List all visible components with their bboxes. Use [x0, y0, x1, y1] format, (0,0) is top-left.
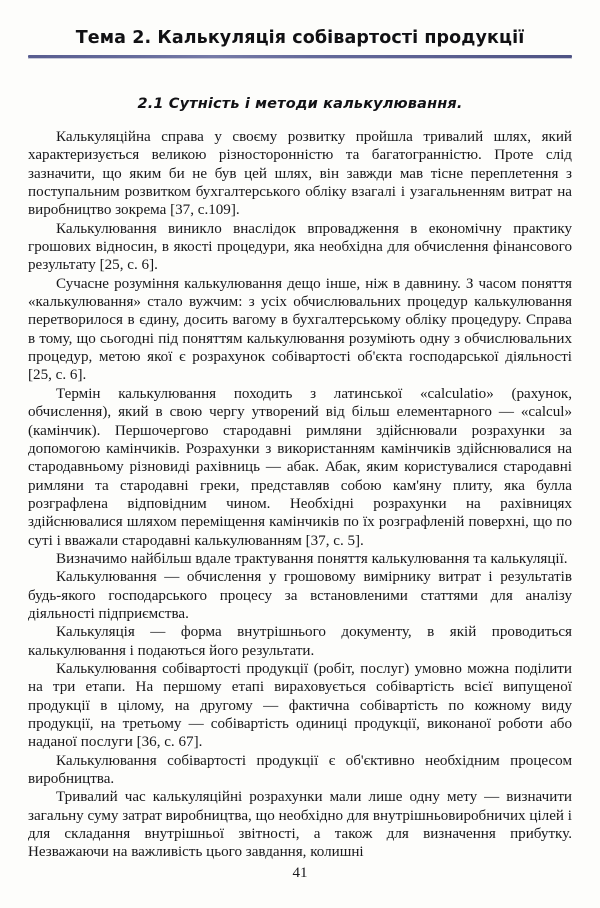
body-paragraph: Калькулювання виникло внаслідок впровадження в економічну практику грошових відносин, в якості процедури, яка необхідна для обчислення фінансового результату [25, с. 6]. — [28, 220, 572, 274]
body-paragraph: Калькулювання собівартості продукції є об'єктивно необхідним процесом виробництва. — [28, 752, 572, 788]
body-paragraph: Калькулювання — обчислення у грошовому вимірнику витрат і результатів будь-якого господарського процесу за встановленими статтями для аналізу діяльності підприємства. — [28, 569, 572, 622]
section-subtitle: 2.1 Сутність і методи калькулювання. — [137, 96, 463, 112]
body-paragraph: Визначимо найбільш вдале трактування поняття калькулювання та калькуляції. — [56, 550, 568, 567]
header-divider-rule — [28, 55, 572, 58]
page-number: 41 — [292, 865, 308, 881]
body-paragraph: Калькуляція — форма внутрішнього документу, в якій проводиться калькулювання і подаються його результати. — [28, 624, 572, 659]
body-paragraph: Калькуляційна справа у своєму розвитку пройшла тривалий шлях, який характеризується великою різносторонністю та багатогранністю. Проте слід зазначити, що яким би не був цей шлях, він завжди мав тісне переплетення з поступальним розвитком бухгалтерського обліку взагалі і узагальненням витрат на виробництво зокрема [37, с.109]. — [28, 129, 572, 219]
body-paragraph: Тривалий час калькуляційні розрахунки мали лише одну мету — визначити загальну суму затрат виробництва, що необхідно для внутрішньовиробничих цілей і для складання внутрішньої звітності, а також для визначення прибутку. Незважаючи на важливість цього завдання, колишні — [28, 789, 572, 861]
body-paragraph: Термін калькулювання походить з латинської «calculatio» (рахунок, обчислення), який в свою чергу утворений від більш елементарного — «calcul» (камінчик). Першочергово стародавні римляни здійснювали розрахунки за допомогою камінчиків. Розрахунки з використанням камінчиків здійснювалися на стародавньому різновиді рахівниць — абак. Абак, яким користувалися стародавні римляни та стародавні греки, представляв собою кам'яну плиту, яка булла розграфлена відповідним чином. Необхідні розрахунки на рахівницях здійснювалися шляхом переміщення камінчиків по їх розграфленій поверхні, що по суті і вважали стародавні калькулюванням [37, с. 5]. — [28, 385, 572, 549]
header-divider-shadow — [28, 58, 572, 59]
body-paragraph: Калькулювання собівартості продукції (робіт, послуг) умовно можна поділити на три етапи. На першому етапі вираховується собівартість всієї випущеної продукції в цілому, на другому — фактична собівартість по кожному виду продукції, на третьому — собівартість одиниці продукції, виконаної роботи або наданої послуги [36, с. 67]. — [28, 660, 572, 751]
body-text — [28, 128, 572, 862]
body-paragraph: Сучасне розуміння калькулювання дещо інше, ніж в давнину. З часом поняття «калькулювання» стало вужчим: з усіх обчислювальних процедур калькулювання перетворилося в єдину, досить вагому в бухгалтерському обліку процедуру. Справа в тому, що сьогодні під поняттям калькулювання розуміють одну з обчислювальних процедур, метою якої є розрахунок собівартості об'єкта господарської діяльності [25, с. 6]. — [28, 275, 572, 384]
page-title: Тема 2. Калькуляція собівартості продукції — [75, 28, 525, 48]
chapter-header — [0, 28, 600, 59]
